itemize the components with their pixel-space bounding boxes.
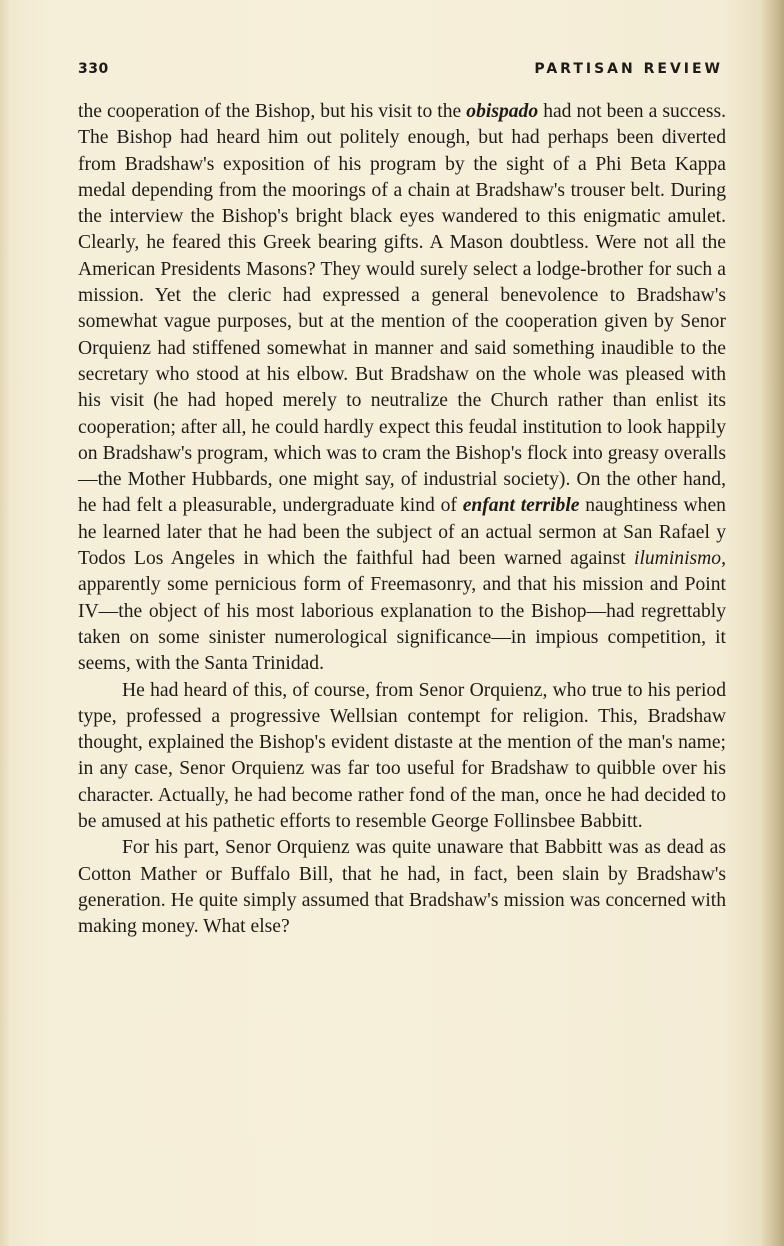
paragraph [78, 835, 726, 940]
paragraph-text: For his part, Senor Orquienz was quite unaware that Babbitt was as dead as Cotton Mather or Buffalo Bill, that he had, in fact, been slain by Bradshaw's generation. He quite simply assumed that Bradshaw's mission was concerned with making money. What else? [78, 837, 726, 938]
body-text [78, 99, 726, 941]
paragraph [78, 99, 726, 678]
paragraph [78, 678, 726, 836]
running-title: PARTISAN REVIEW [534, 61, 723, 77]
page-number: 330 [78, 61, 109, 77]
paragraph-text: naughtiness when he learned later that he had been the subject of an actual sermon at San Rafael y Todos Los Angeles in which the faithful had been warned against [78, 495, 726, 570]
paragraph-text: the cooperation of the Bishop, but his visit to the [78, 101, 467, 122]
emphasized-text: enfant terrible [462, 495, 580, 517]
emphasized-text: iluminismo, [634, 548, 726, 570]
page-edge [762, 0, 784, 1246]
paragraph-text: He had heard of this, of course, from Senor Orquienz, who true to his period type, professed a progressive Wellsian contempt for religion. This, Bradshaw thought, explained the Bishop's evident distaste at the mention of the man's name; in any case, Senor Orquienz was far too useful for Bradshaw to quibble over his character. Actually, he had become rather fond of the man, once he had decided to be amused at his pathetic efforts to resemble George Follinsbee Babbitt. [78, 679, 726, 833]
page-gutter-shadow [0, 0, 10, 1246]
paragraph-text: apparently some pernicious form of Freemasonry, and that his mission and Point IV—the object of his most laborious explanation to the Bishop—had regrettably taken on some sinister numerological significance—in impious competition, it seems, with the Santa Trinidad. [78, 574, 726, 675]
page-header [78, 58, 723, 82]
paragraph-text: had not been a success. The Bishop had heard him out politely enough, but had perhaps been diverted from Bradshaw's exposition of his program by the sight of a Phi Beta Kappa medal depending from the moorings of a chain at Bradshaw's trouser belt. During the interview the Bishop's bright black eyes wandered to this enigmatic amulet. Clearly, he feared this Greek bearing gifts. A Mason doubtless. Were not all the American Presidents Masons? They would surely select a lodge-brother for such a mission. Yet the cleric had expressed a general benevolence to Bradshaw's somewhat vague purposes, but at the mention of the cooperation given by Senor Orquienz had stiffened somewhat in manner and said something inaudible to the secretary who stood at his elbow. But Bradshaw on the whole was pleased with his visit (he had hoped merely to neutralize the Church rather than enlist its cooperation; after all, he could hardly expect this feudal institution to look happily on Bradshaw's program, which was to cram the Bishop's flock into greasy overalls—the Mother Hubbards, one might say, of industrial society). On the other hand, he had felt a pleasurable, undergraduate kind of [78, 101, 726, 517]
emphasized-text: obispado [466, 101, 539, 122]
